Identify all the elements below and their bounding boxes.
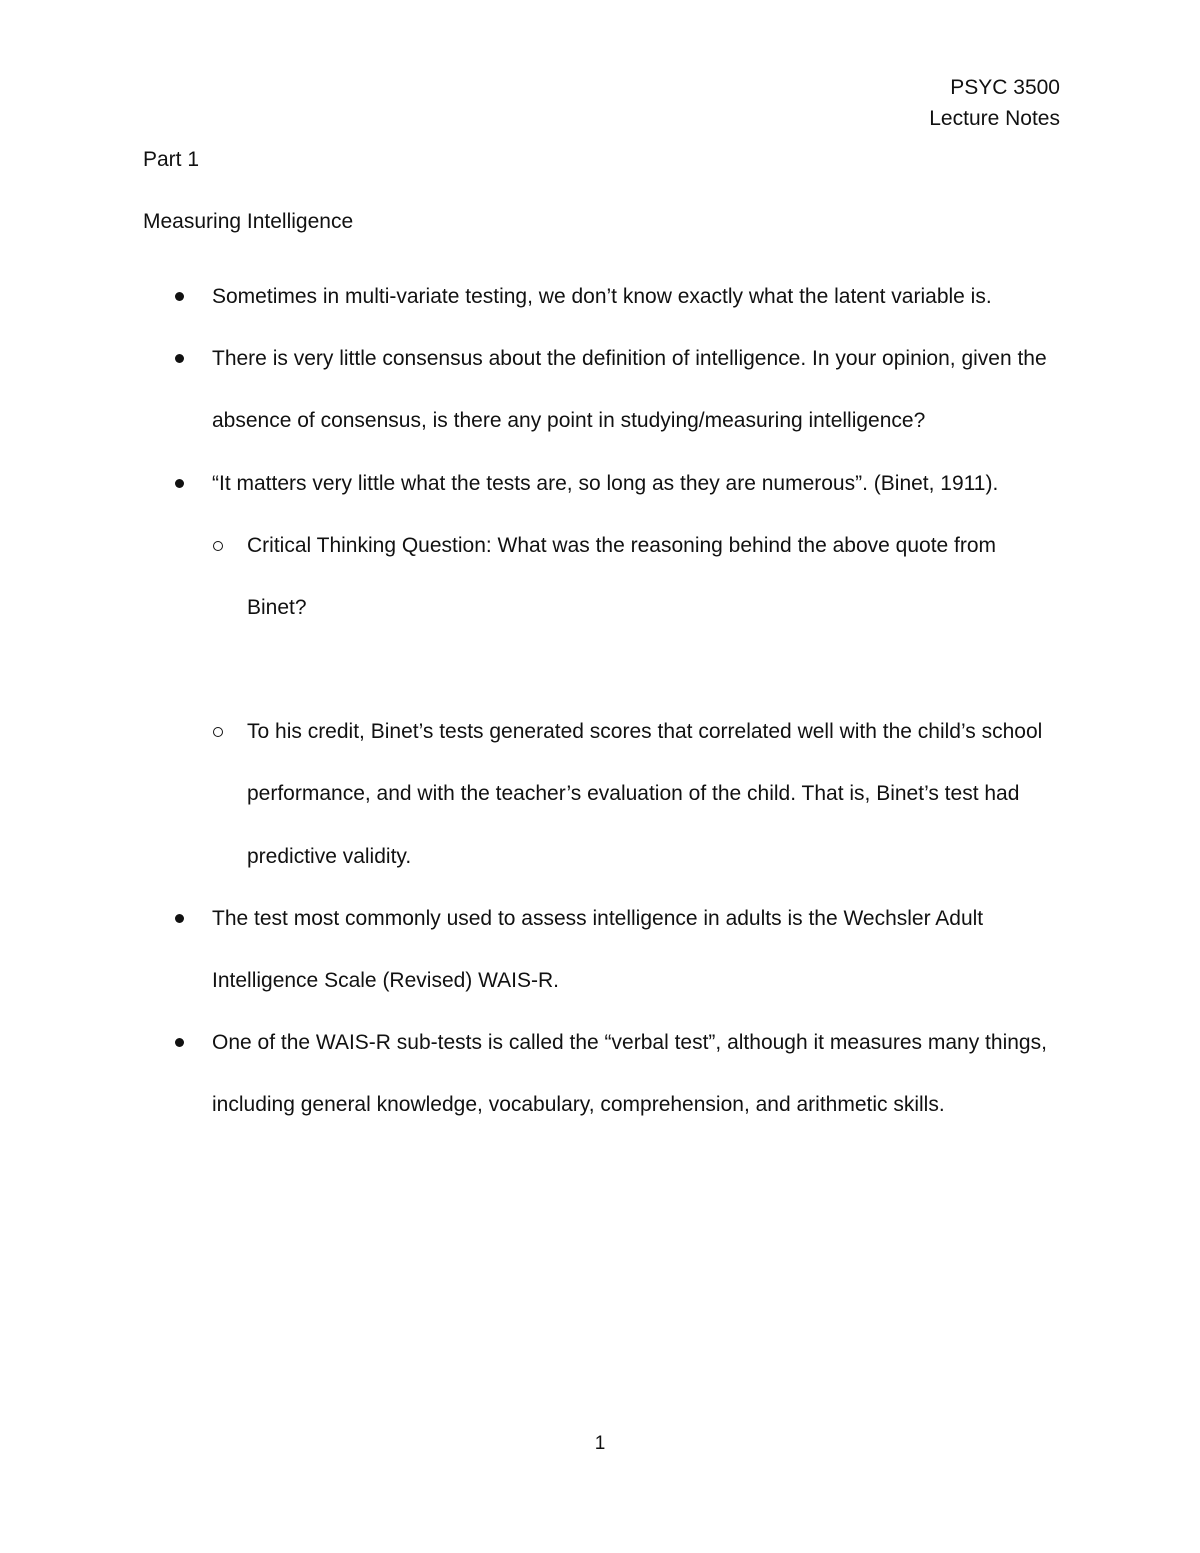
list-item [143,266,1060,328]
section-title: Measuring Intelligence [143,210,354,233]
sub-list-item [143,701,1060,888]
bullet-icon [175,1038,184,1047]
sub-list-item-text: To his credit, Binet’s tests generated scores that correlated well with the child’s school performance, and with the teacher’s evaluation of the child. That is, Binet’s test had predictive validity. [247,720,1043,868]
hollow-bullet-icon [213,727,223,737]
bullet-icon [175,354,184,363]
sub-list-item [143,515,1060,639]
bullet-icon [175,292,184,301]
hollow-bullet-icon [213,541,223,551]
page-number: 1 [594,1433,606,1454]
list-item-text: Sometimes in multi-variate testing, we don’t know exactly what the latent variable is. [212,285,992,308]
course-code: PSYC 3500 [950,76,1060,99]
sub-list-item-text: Critical Thinking Question: What was the reasoning behind the above quote from Binet? [247,533,997,620]
list-item-text: “It matters very little what the tests are, so long as they are numerous”. (Binet, 1911). [212,471,999,495]
bullet-list [143,266,1060,1137]
bullet-icon [175,479,184,488]
list-item [143,888,1060,1012]
list-item [143,328,1060,452]
blank-line [143,639,1060,701]
page-header [929,72,1060,134]
list-item [143,1012,1060,1136]
document-type: Lecture Notes [929,107,1060,130]
bullet-icon [175,914,184,923]
part-label: Part 1 [143,148,200,171]
list-item-text: The test most commonly used to assess intelligence in adults is the Wechsler Adult Intelligence Scale (Revised) WAIS-R. [212,906,984,993]
list-item [143,453,1060,515]
list-item-text: One of the WAIS-R sub-tests is called the “verbal test”, although it measures many things, including general knowledge, vocabulary, comprehension, and arithmetic skills. [212,1031,1047,1117]
list-item-text: There is very little consensus about the definition of intelligence. In your opinion, given the absence of consensus, is there any point in studying/measuring intelligence? [212,347,1047,433]
